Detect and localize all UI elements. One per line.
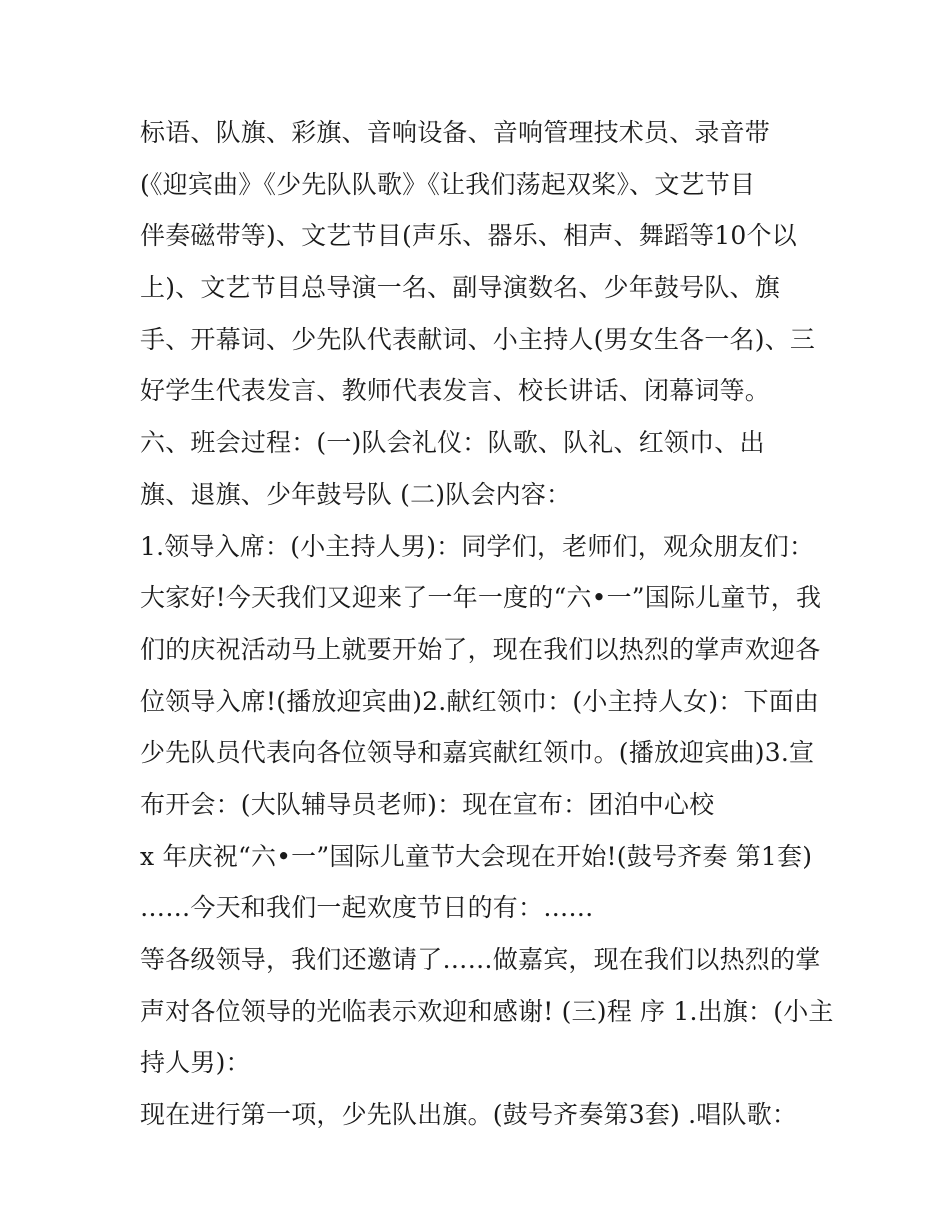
text-line: 大家好!今天我们又迎来了一年一度的“六•一”国际儿童节，我 <box>140 583 822 613</box>
text-line: ……今天和我们一起欢度节日的有：…… <box>140 893 594 923</box>
text-line: 位领导入席!(播放迎宾曲)2.献红领巾：(小主持人女)：下面由 <box>140 686 820 716</box>
text-line: 六、班会过程：(一)队会礼仪：队歌、队礼、红领巾、出 <box>140 428 765 458</box>
text-line: 持人男)： <box>140 1048 251 1078</box>
text-line: x 年庆祝“六•一”国际儿童节大会现在开始!(鼓号齐奏 第1套) <box>140 841 813 871</box>
text-line: 布开会：(大队辅导员老师)：现在宣布：团泊中心校 <box>140 789 715 819</box>
text-line: 标语、队旗、彩旗、音响设备、音响管理技术员、录音带 <box>140 118 771 147</box>
text-line: 现在进行第一项，少先队出旗。(鼓号齐奏第3套) .唱队歌： <box>140 1100 798 1130</box>
text-line: 1.领导入席：(小主持人男)：同学们，老师们，观众朋友们： <box>140 531 815 561</box>
body-text <box>140 107 840 1141</box>
text-line: 伴奏磁带等)、文艺节目(声乐、器乐、相声、舞蹈等10个以 <box>140 221 797 251</box>
text-line: 们的庆祝活动马上就要开始了，现在我们以热烈的掌声欢迎各 <box>140 634 821 664</box>
text-line: 好学生代表发言、教师代表发言、校长讲话、闭幕词等。 <box>140 376 771 406</box>
text-line: 等各级领导，我们还邀请了……做嘉宾，现在我们以热烈的掌 <box>140 945 821 974</box>
text-line: 上)、文艺节目总导演一名、副导演数名、少年鼓号队、旗 <box>140 273 780 303</box>
text-line: 声对各位领导的光临表示欢迎和感谢! (三)程 序 1.出旗：(小主 <box>140 996 834 1026</box>
text-line: 少先队员代表向各位领导和嘉宾献红领巾。(播放迎宾曲)3.宣 <box>140 738 815 768</box>
text-line: (《迎宾曲》《少先队队歌》《让我们荡起双桨》、文艺节目 <box>140 169 756 199</box>
text-line: 旗、退旗、少年鼓号队 (二)队会内容： <box>140 479 572 509</box>
text-line: 手、开幕词、少先队代表献词、小主持人(男女生各一名)、三 <box>140 324 816 354</box>
